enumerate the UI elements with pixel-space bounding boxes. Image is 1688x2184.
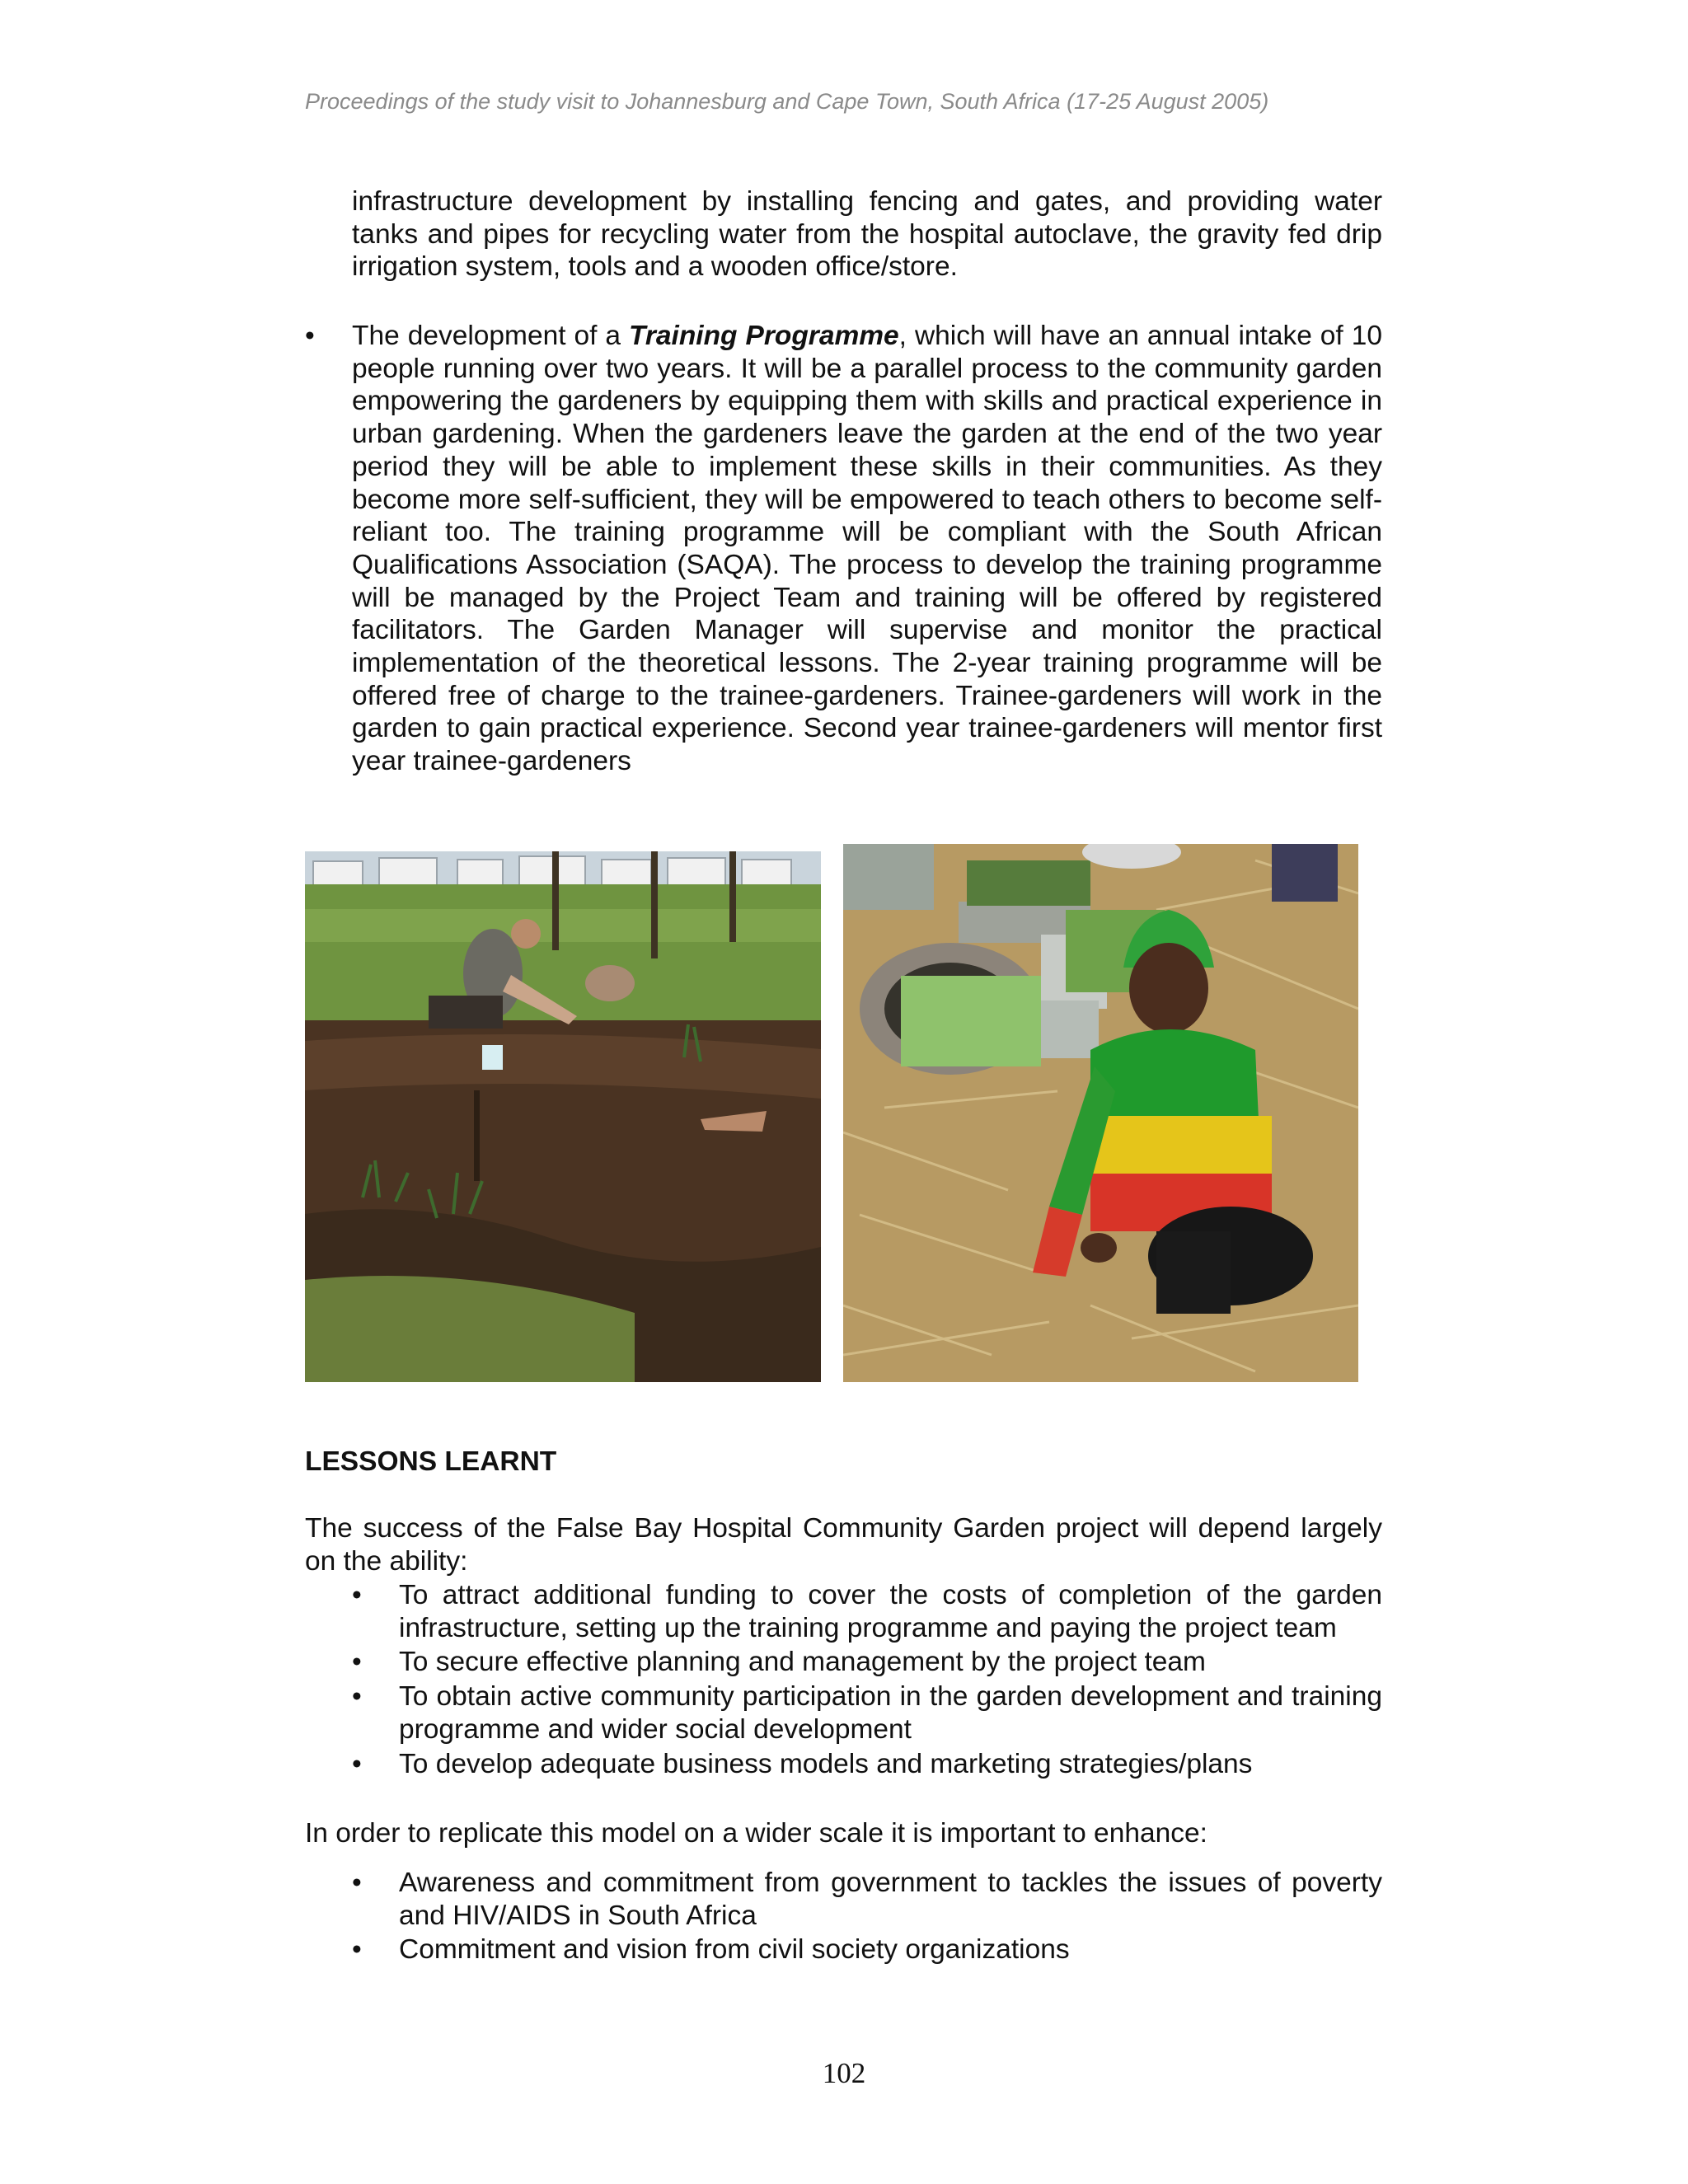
- bullet-marker: •: [352, 1580, 362, 1610]
- list-item: [352, 1748, 1382, 1781]
- bullet-marker: •: [352, 1868, 362, 1898]
- list-item-text: To obtain active community participation in the garden development and training programme and wider social development: [399, 1681, 1382, 1745]
- replicate-list: [352, 1867, 1382, 1968]
- list-item-text: Awareness and commitment from government to tackles the issues of poverty and HIV/AIDS in South Africa: [399, 1868, 1382, 1931]
- bullet-marker: •: [352, 1681, 362, 1713]
- list-item-text: To secure effective planning and management by the project team: [399, 1647, 1206, 1678]
- bullet-marker: •: [352, 1647, 362, 1678]
- training-lead: The development of a: [352, 321, 629, 351]
- gardener-kneeling-photo: [843, 844, 1358, 1382]
- list-item-text: To develop adequate business models and marketing strategies/plans: [399, 1748, 1253, 1779]
- training-programme-bullet: [305, 320, 1382, 778]
- list-item-text: Commitment and vision from civil society organizations: [399, 1934, 1070, 1966]
- lessons-heading: LESSONS LEARNT: [305, 1446, 557, 1477]
- lessons-intro: The success of the False Bay Hospital Community Garden project will depend largely on the ability:: [305, 1513, 1382, 1577]
- running-header: Proceedings of the study visit to Johannesburg and Cape Town, South Africa (17-25 August 2005): [305, 89, 1269, 114]
- bullet-marker: •: [352, 1934, 362, 1966]
- training-emphasis: Training Programme: [628, 321, 899, 351]
- training-programme-text: [352, 320, 1382, 778]
- list-item: [352, 1933, 1382, 1966]
- list-item-text: To attract additional funding to cover the costs of completion of the garden infrastructure, setting up the training programme and paying the project team: [399, 1580, 1382, 1643]
- page-number: 102: [822, 2057, 866, 2089]
- continuation-paragraph: infrastructure development by installing fencing and gates, and providing water tanks and pipes for recycling water from the hospital autoclave, the gravity fed drip irrigation system, tools and a wooden office/store.: [352, 186, 1382, 283]
- list-item: [352, 1579, 1382, 1644]
- list-item: [352, 1680, 1382, 1746]
- garden-planting-photo: [305, 851, 821, 1382]
- training-rest: , which will have an annual intake of 10 people running over two years. It will be a parallel process to the community garden empowering the gardeners by equipping them with skills and practical experience in urban gardening. When the gardeners leave the garden at the end of the two year period they will be able to implement these skills in their communities. As they become more self-sufficient, they will be empowered to teach others to become self-reliant too. The training programme will be compliant with the South African Qualifications Association (SAQA). The process to develop the training programme will be managed by the Project Team and training will be offered by registered facilitators. The Garden Manager will supervise and monitor the practical implementation of the theoretical lessons. The 2-year training programme will be offered free of charge to the trainee-gardeners. Trainee-gardeners will work in the garden to gain practical experience. Second year trainee-gardeners will mentor first year trainee-gardeners: [352, 321, 1382, 777]
- bullet-marker: •: [352, 1748, 362, 1779]
- replicate-intro: In order to replicate this model on a wider scale it is important to enhance:: [305, 1818, 1207, 1849]
- list-item: [352, 1867, 1382, 1932]
- lessons-list: [352, 1579, 1382, 1782]
- list-item: [352, 1646, 1382, 1679]
- bullet-marker: •: [305, 321, 315, 351]
